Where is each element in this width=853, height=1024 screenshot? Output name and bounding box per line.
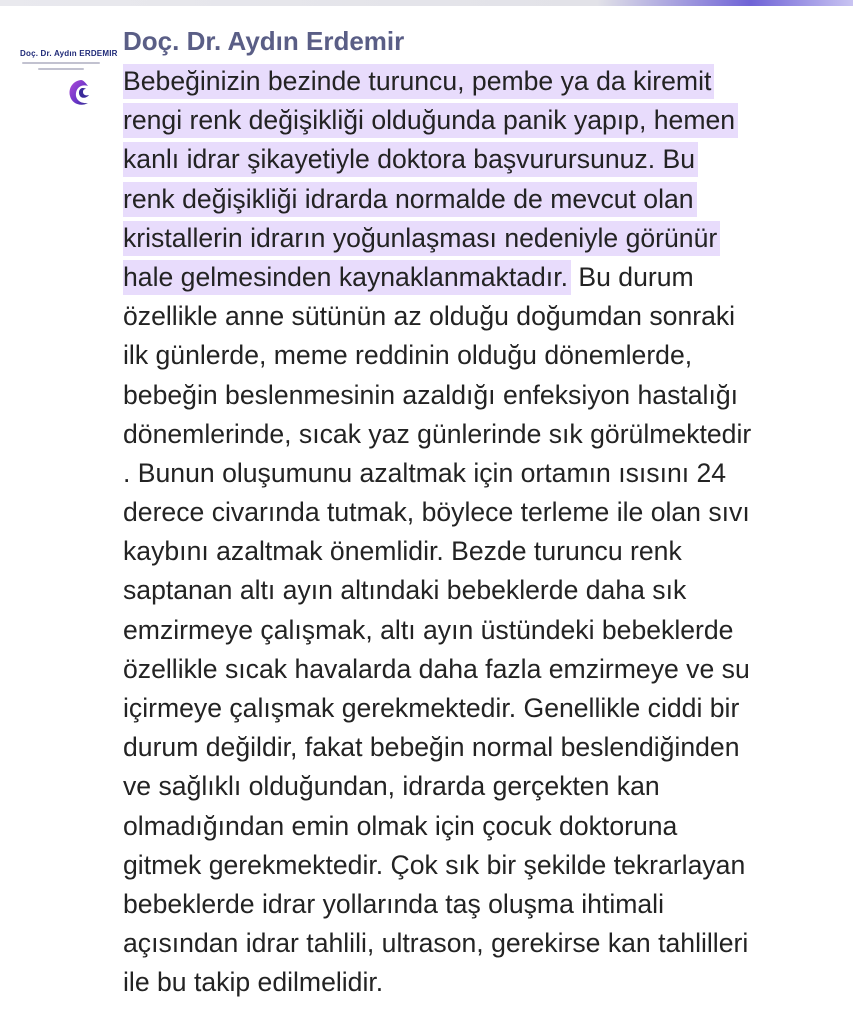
highlighted-text: rengi renk değişikliği olduğunda panik yapıp, hemen xyxy=(123,103,738,138)
highlighted-text: hale gelmesinden kaynaklanmaktadır. xyxy=(123,260,571,295)
message-line: olmadığından emin olmak için çocuk doktoruna xyxy=(123,810,678,841)
message-line xyxy=(123,180,845,219)
message-line: derece civarında tutmak, böylece terleme ile olan sıvı xyxy=(123,497,750,528)
message-line: özellikle anne sütünün az olduğu doğumdan sonraki xyxy=(123,301,736,332)
message-line: bebeğin beslenmesinin azaldığı enfeksiyon hastalığı xyxy=(123,379,739,410)
message-text: Bu durum xyxy=(570,261,694,292)
message-line: dönemlerinde, sıcak yaz günlerinde sık görülmektedir xyxy=(123,418,752,449)
message-line: bebeklerde idrar yollarında taş oluşma ihtimali xyxy=(123,888,665,919)
highlighted-text: Bebeğinizin bezinde turuncu, pembe ya da kiremit xyxy=(123,64,714,99)
message-line xyxy=(123,219,845,258)
message-line: . Bunun oluşumunu azaltmak için ortamın ısısını 24 xyxy=(123,457,727,488)
top-scroll-strip xyxy=(0,0,853,6)
message-line xyxy=(123,101,845,140)
message-line: açısından idrar tahlili, ultrason, gerekirse kan tahlilleri xyxy=(123,928,749,959)
message-line: ile bu takip edilmelidir. xyxy=(123,967,384,998)
message-line: içirmeye çalışmak gerekmektedir. Genellikle ciddi bir xyxy=(123,693,740,723)
highlighted-text: kristallerin idrarın yoğunlaşması nedeniyle görünür xyxy=(123,221,720,256)
message-line: özellikle sıcak havalarda daha fazla emzirmeye ve su xyxy=(123,653,750,684)
message-line: ilk günlerde, meme reddinin olduğu dönemlerde, xyxy=(123,340,693,371)
message-line xyxy=(123,258,845,297)
message-line xyxy=(123,62,845,101)
message-body xyxy=(123,62,845,1003)
avatar[interactable] xyxy=(20,42,118,114)
message-line: gitmek gerekmektedir. Çok sık bir şekilde tekrarlayan xyxy=(123,849,746,880)
avatar-swirl-icon xyxy=(67,78,97,108)
message-line: kaybını azaltmak önemlidir. Bezde turuncu renk xyxy=(123,536,682,567)
message-line: ve sağlıklı olduğundan, idrarda gerçekten kan xyxy=(123,771,660,802)
author-name[interactable]: Doç. Dr. Aydın Erdemir xyxy=(123,26,405,56)
highlighted-text: kanlı idrar şikayetiyle doktora başvurursunuz. Bu xyxy=(123,142,698,177)
avatar-logo-text: Doç. Dr. Aydın ERDEMIR xyxy=(20,49,118,58)
message-line xyxy=(123,140,845,179)
message-line: saptanan altı ayın altındaki bebeklerde daha sık xyxy=(123,575,687,606)
message-line: emzirmeye çalışmak, altı ayın üstündeki bebeklerde xyxy=(123,614,734,645)
avatar-subtitle-line xyxy=(38,68,84,70)
avatar-subtitle-line xyxy=(22,62,100,64)
message-line: durum değildir, fakat bebeğin normal beslendiğinden xyxy=(123,732,740,763)
highlighted-text: renk değişikliği idrarda normalde de mevcut olan xyxy=(123,182,697,217)
